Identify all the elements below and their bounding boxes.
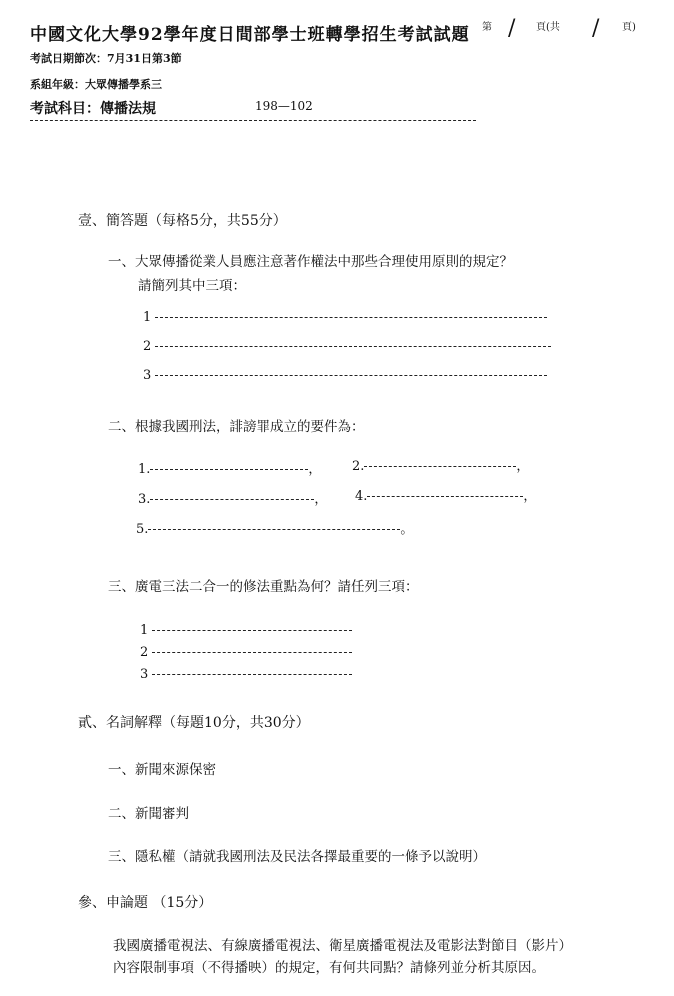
part3-text-line2: 內容限制事項（不得播映）的規定，有何共同點？請條列並分析其原因。 <box>113 960 545 976</box>
part2-item-3: 三、隱私權（請就我國刑法及民法各擇最重要的一條予以說明） <box>108 849 486 865</box>
part3-text-line1: 我國廣播電視法、有線廣播電視法、衛星廣播電視法及電影法對節目（影片） <box>113 938 572 954</box>
answer-line <box>152 630 352 631</box>
q2-blank-3 <box>138 488 327 507</box>
answer-line <box>150 499 314 500</box>
period: 。 <box>400 522 414 537</box>
page-prefix: 第 <box>482 22 492 33</box>
answer-line <box>148 529 400 530</box>
q1-blank-2 <box>143 339 551 354</box>
answer-line <box>155 346 551 347</box>
part3-heading: 參、申論題 （15分） <box>78 895 213 911</box>
q3-blank-1 <box>140 623 352 638</box>
page-slash-2: / <box>592 16 600 41</box>
exam-date: 考試日期節次：7月31日第3節 <box>30 52 182 65</box>
part2-heading: 貳、名詞解釋（每題10分，共30分） <box>78 715 310 731</box>
answer-line <box>155 317 547 318</box>
q1-text-2: 請簡列其中三項： <box>138 278 246 294</box>
page-suffix: 頁) <box>622 22 636 33</box>
part1-heading: 壹、簡答題（每格5分，共55分） <box>78 213 287 229</box>
q3-text: 三、廣電三法二合一的修法重點為何？請任列三項： <box>108 579 419 595</box>
answer-line <box>367 496 523 497</box>
q2-text: 二、根據我國刑法，誹謗罪成立的要件為： <box>108 419 365 435</box>
part2-item-1: 一、新聞來源保密 <box>108 762 216 778</box>
answer-line <box>364 466 516 467</box>
part2-item-2: 二、新聞審判 <box>108 806 189 822</box>
q3-blank-2 <box>140 645 352 660</box>
comma: ， <box>516 459 530 474</box>
blank-number: 2. <box>352 459 365 474</box>
q2-blank-4 <box>355 485 536 504</box>
subject-code: 198—102 <box>255 99 313 113</box>
blank-number: 1. <box>138 462 151 477</box>
exam-title: 中國文化大學92學年度日間部學士班轉學招生考試試題 <box>30 25 470 45</box>
answer-line <box>150 469 308 470</box>
blank-number: 3. <box>138 492 151 507</box>
q2-blank-2 <box>352 455 529 474</box>
answer-line <box>155 375 547 376</box>
department: 系組年級：大眾傳播學系三 <box>30 78 162 91</box>
blank-number: 2 <box>140 645 149 660</box>
blank-number: 4. <box>355 489 368 504</box>
q2-blank-5 <box>136 518 413 537</box>
answer-line <box>152 674 352 675</box>
q2-blank-1 <box>138 458 321 477</box>
comma: ， <box>314 492 328 507</box>
blank-number: 3 <box>140 667 149 682</box>
q1-blank-3 <box>143 368 547 383</box>
page-slash-1: / <box>508 16 516 41</box>
blank-number: 5. <box>136 522 149 537</box>
exam-subject: 考試科目：傳播法規 <box>30 101 156 117</box>
blank-number: 1 <box>143 310 152 325</box>
q3-blank-3 <box>140 667 352 682</box>
answer-line <box>152 652 352 653</box>
q1-text: 一、大眾傳播從業人員應注意著作權法中那些合理使用原則的規定？ <box>108 254 513 270</box>
blank-number: 1 <box>140 623 149 638</box>
blank-number: 3 <box>143 368 152 383</box>
page-mid: 頁(共 <box>536 22 560 33</box>
header-divider <box>30 120 476 121</box>
blank-number: 2 <box>143 339 152 354</box>
q1-blank-1 <box>143 310 547 325</box>
comma: ， <box>308 462 322 477</box>
comma: ， <box>523 489 537 504</box>
